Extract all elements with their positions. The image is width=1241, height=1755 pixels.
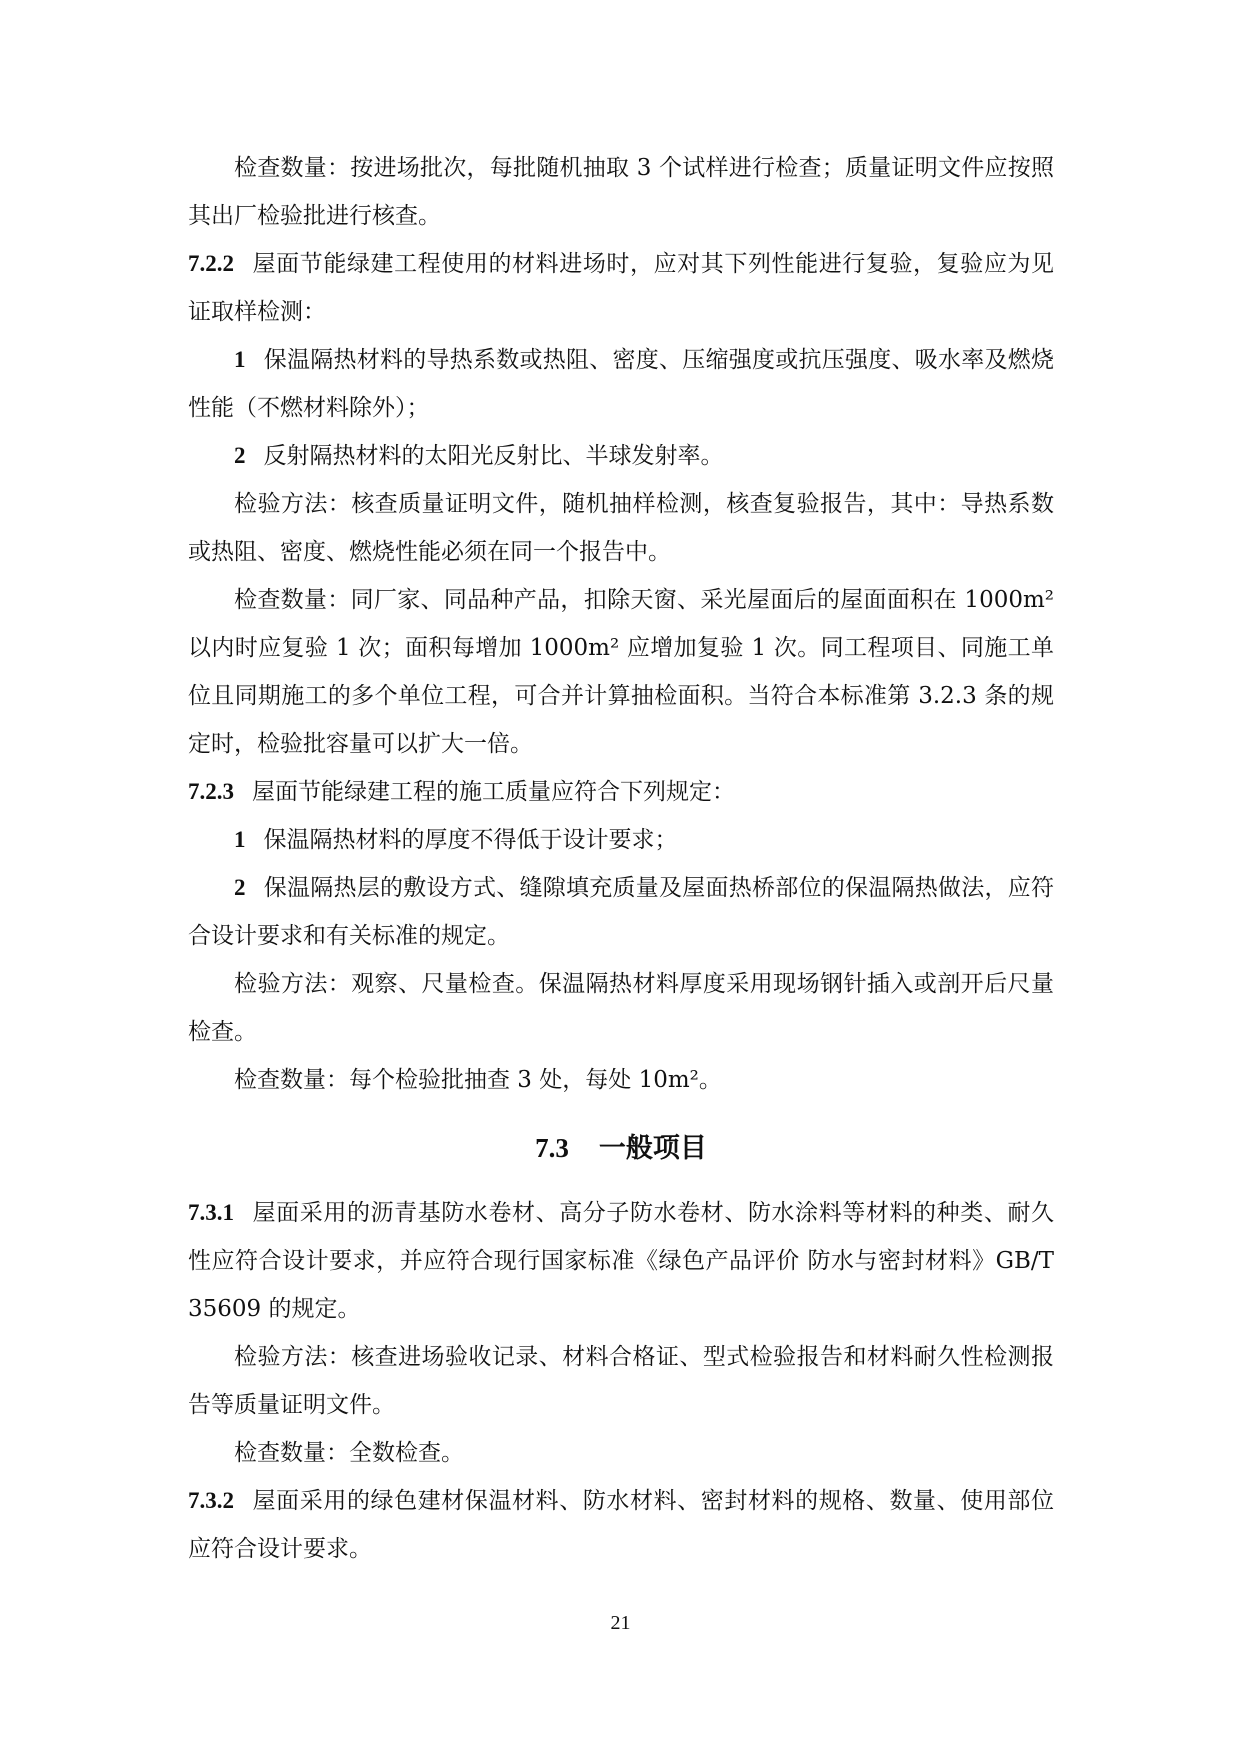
- list-item: 1 保温隔热材料的厚度不得低于设计要求；: [234, 827, 678, 853]
- list-item: 1 保温隔热材料的导热系数或热阻、密度、压缩强度或抗压强度、吸水率及燃烧性能（不燃材料除外）；: [188, 347, 1054, 421]
- item-number: 1: [234, 827, 246, 852]
- paragraph-inspection-quantity: 检查数量：按进场批次，每批随机抽取 3 个试样进行检查；质量证明文件应按照其出厂检验批进行核查。: [188, 155, 1054, 229]
- clause-number: 7.2.3: [188, 779, 234, 804]
- paragraph-inspection-quantity: 检查数量：全数检查。: [234, 1440, 464, 1466]
- clause-7-3-1: 7.3.1 屋面采用的沥青基防水卷材、高分子防水卷材、防水涂料等材料的种类、耐久性应符合设计要求，并应符合现行国家标准《绿色产品评价 防水与密封材料》GB/T 35609 的规定。: [188, 1200, 1054, 1322]
- paragraph-inspection-quantity: 检查数量：每个检验批抽查 3 处，每处 10m²。: [234, 1067, 722, 1093]
- item-number: 2: [234, 875, 246, 900]
- paragraph-inspection-method: 检验方法：核查进场验收记录、材料合格证、型式检验报告和材料耐久性检测报告等质量证明文件。: [188, 1344, 1054, 1418]
- section-heading-7-3: [188, 1120, 1054, 1177]
- paragraph-inspection-method: 检验方法：观察、尺量检查。保温隔热材料厚度采用现场钢针插入或剖开后尺量检查。: [188, 971, 1054, 1045]
- item-number: 1: [234, 347, 246, 372]
- clause-7-2-3: 7.2.3 屋面节能绿建工程的施工质量应符合下列规定：: [188, 779, 735, 805]
- page-content: [188, 144, 1054, 1573]
- paragraph-inspection-method: 检验方法：核查质量证明文件，随机抽样检测，核查复验报告，其中：导热系数或热阻、密度、燃烧性能必须在同一个报告中。: [188, 491, 1054, 565]
- section-title: 一般项目: [598, 1133, 707, 1164]
- list-item: 2 保温隔热层的敷设方式、缝隙填充质量及屋面热桥部位的保温隔热做法，应符合设计要求和有关标准的规定。: [188, 875, 1054, 949]
- item-number: 2: [234, 443, 246, 468]
- page-number: 21: [610, 1612, 631, 1634]
- clause-number: 7.3.2: [188, 1488, 234, 1513]
- section-number: 7.3: [535, 1133, 569, 1163]
- clause-7-2-2: 7.2.2 屋面节能绿建工程使用的材料进场时，应对其下列性能进行复验，复验应为见证取样检测：: [188, 251, 1054, 325]
- clause-number: 7.3.1: [188, 1200, 234, 1225]
- paragraph-inspection-quantity: 检查数量：同厂家、同品种产品，扣除天窗、采光屋面后的屋面面积在 1000m² 以内时应复验 1 次；面积每增加 1000m² 应增加复验 1 次。同工程项目、同施工单位且同期施工的多个单位工程，可合并计算抽检面积。当符合本标准第 3.2.3 条的规定时，检验批容量可以扩大一倍。: [188, 587, 1054, 757]
- list-item: 2 反射隔热材料的太阳光反射比、半球发射率。: [234, 443, 724, 469]
- clause-7-3-2: 7.3.2 屋面采用的绿色建材保温材料、防水材料、密封材料的规格、数量、使用部位应符合设计要求。: [188, 1488, 1054, 1562]
- clause-number: 7.2.2: [188, 251, 234, 276]
